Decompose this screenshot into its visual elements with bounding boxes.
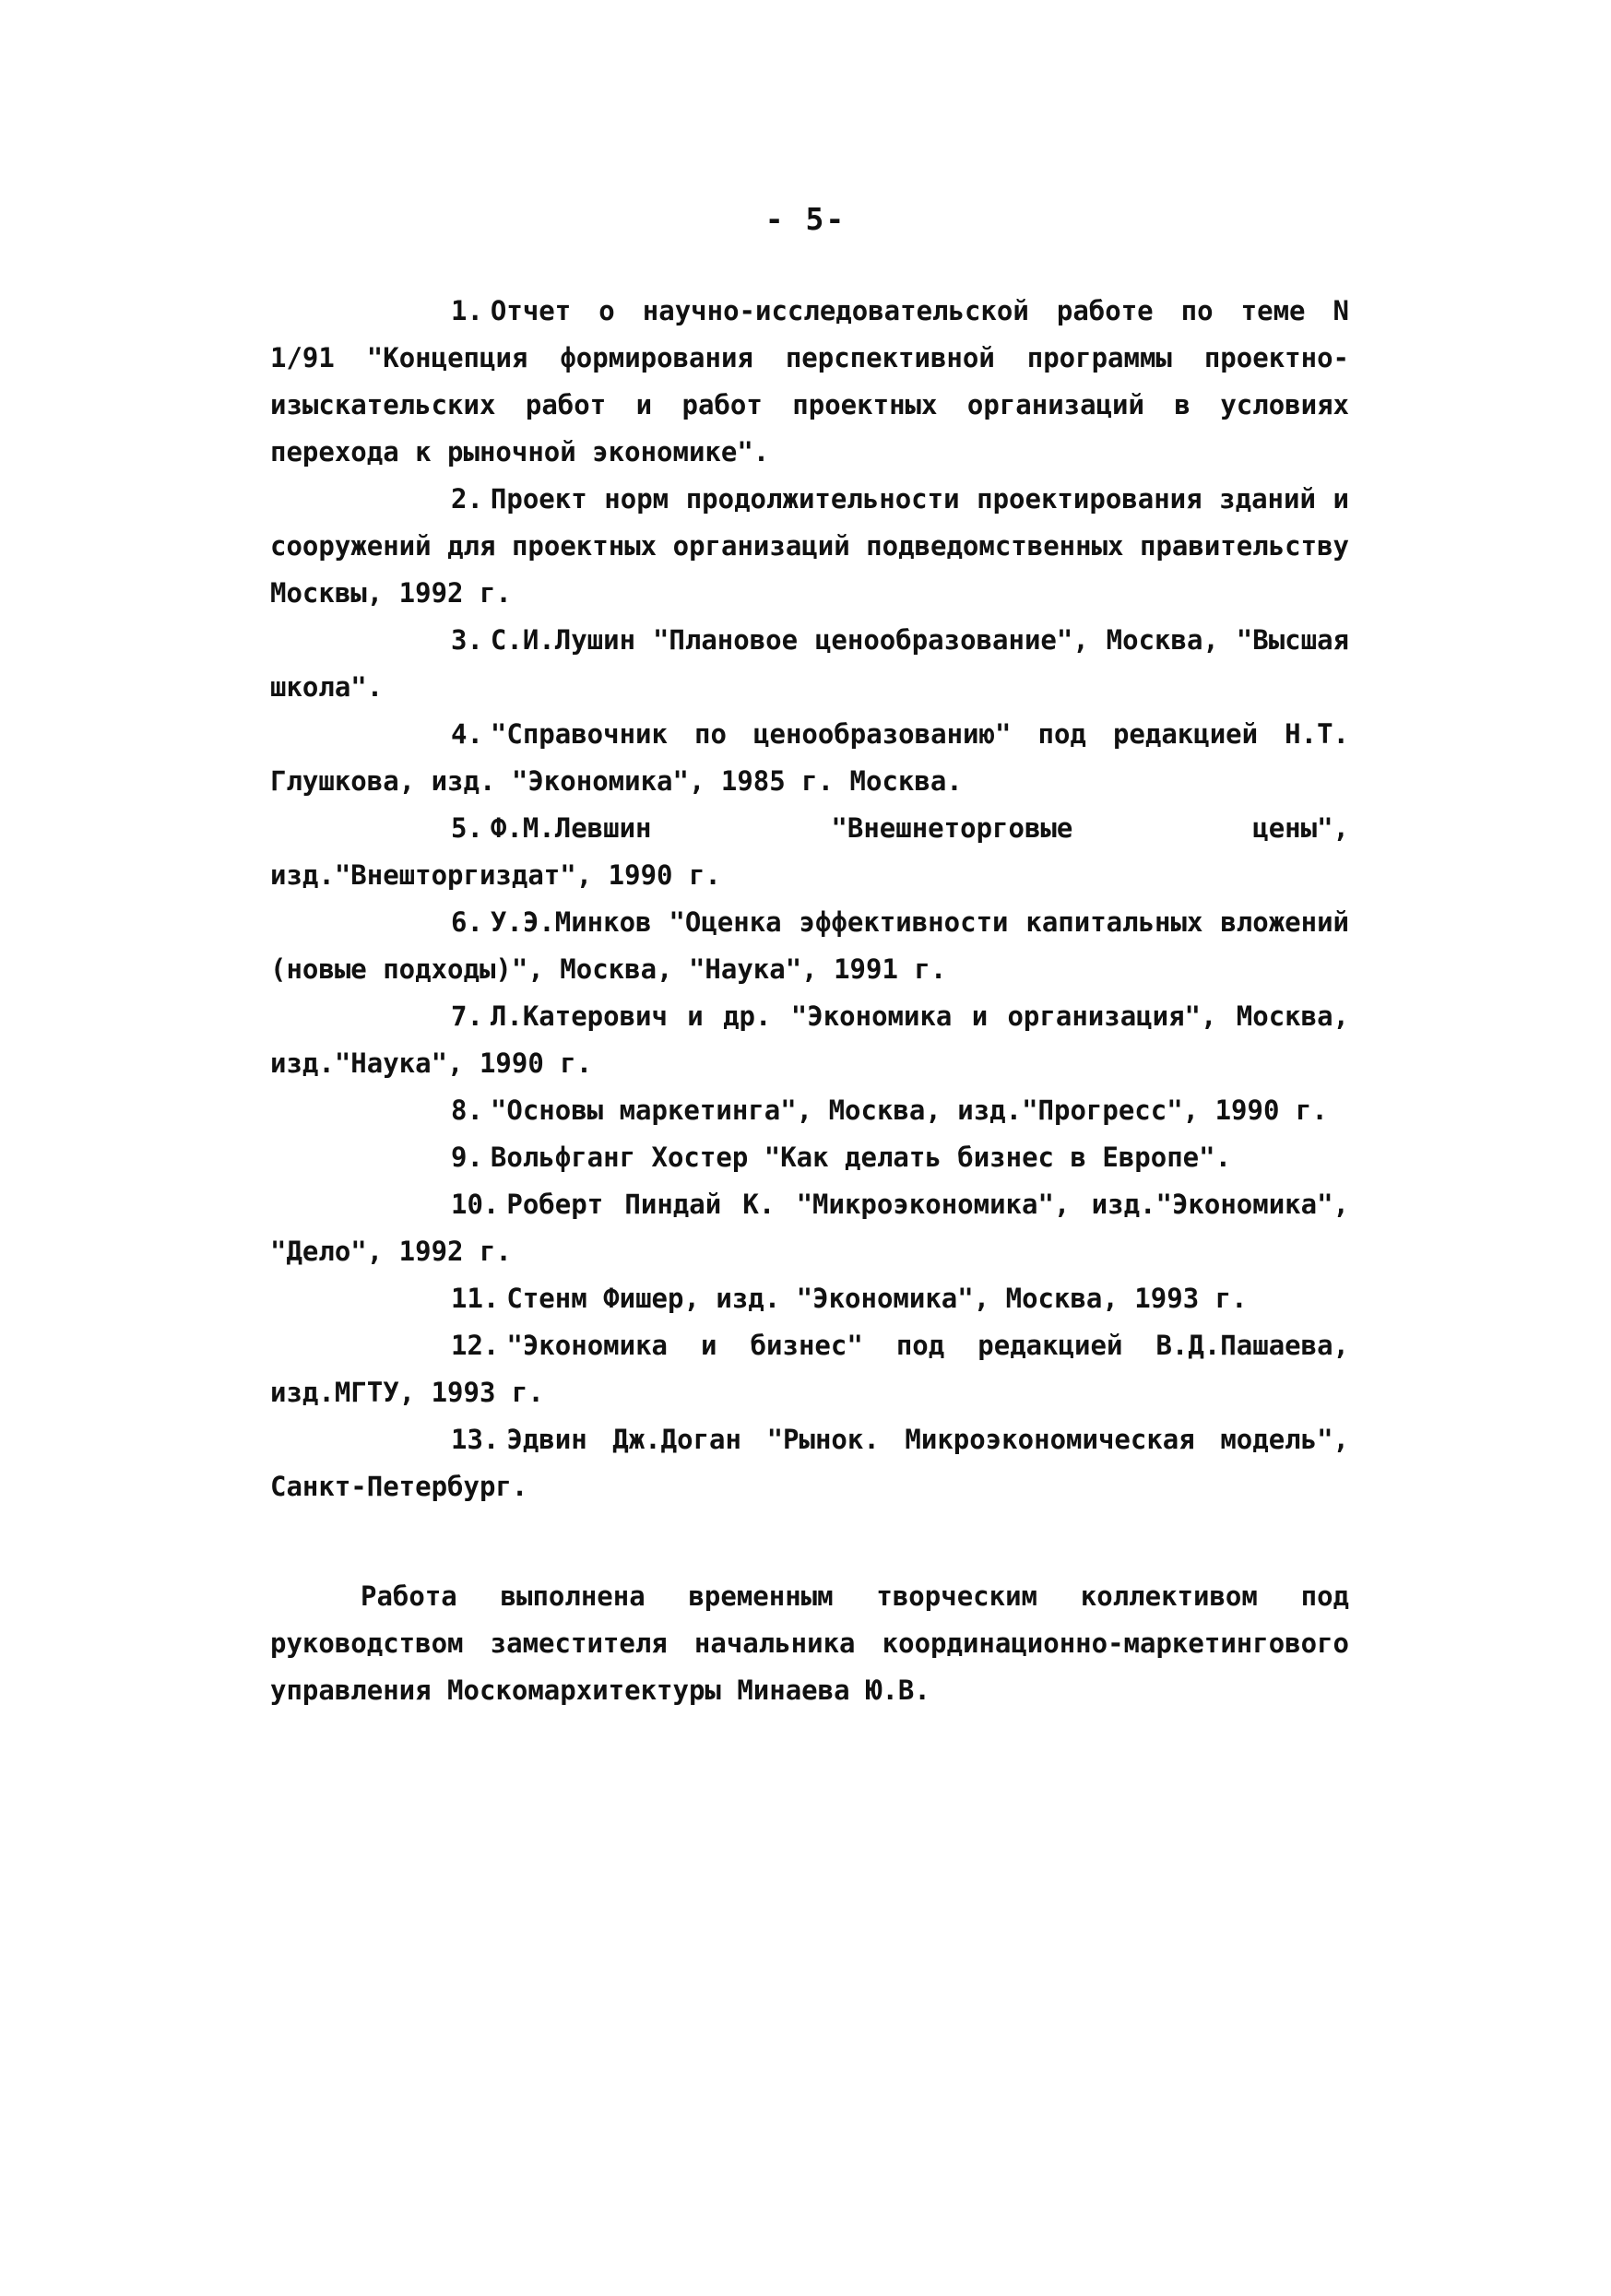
closing-paragraph: Работа выполнена временным творческим коллективом под руководством заместителя начальника координационно-маркетингового управления Москомархитектуры Минаева Ю.В. — [270, 1580, 1349, 1706]
reference-item — [270, 1134, 1349, 1181]
reference-number: 9. — [451, 1142, 483, 1173]
reference-item — [270, 1275, 1349, 1322]
reference-text: "Справочник по ценообразованию" под редакцией Н.Т. Глушкова, изд. "Экономика", 1985 г. Москва. — [270, 718, 1349, 797]
reference-item — [270, 805, 1349, 899]
reference-item — [270, 1087, 1349, 1134]
reference-text: Проект норм продолжительности проектирования зданий и сооружений для проектных организаций подведомственных правительству Москвы, 1992 г. — [270, 483, 1349, 609]
page-number: - 5- — [764, 201, 847, 237]
reference-item — [270, 1181, 1349, 1275]
reference-number: 5. — [451, 812, 483, 844]
reference-item — [270, 899, 1349, 993]
reference-number: 7. — [451, 1000, 483, 1032]
reference-number: 13. — [451, 1424, 500, 1455]
reference-number: 2. — [451, 483, 483, 515]
reference-text: "Экономика и бизнес" под редакцией В.Д.Пашаева, изд.МГТУ, 1993 г. — [270, 1330, 1349, 1408]
reference-item — [270, 288, 1349, 476]
reference-list — [270, 288, 1349, 1510]
reference-text: Л.Катерович и др. "Экономика и организация", Москва, изд."Наука", 1990 г. — [270, 1000, 1349, 1079]
reference-text: У.Э.Минков "Оценка эффективности капитальных вложений (новые подходы)", Москва, "Наука", 1991 г. — [270, 906, 1349, 985]
reference-number: 1. — [451, 295, 483, 326]
document-body — [270, 288, 1349, 1714]
reference-item — [270, 1416, 1349, 1510]
reference-number: 8. — [451, 1095, 483, 1126]
reference-item — [270, 993, 1349, 1087]
reference-text: Вольфганг Хостер "Как делать бизнес в Европе". — [490, 1142, 1232, 1173]
reference-text: Стенм Фишер, изд. "Экономика", Москва, 1993 г. — [506, 1283, 1248, 1314]
reference-number: 6. — [451, 906, 483, 938]
reference-number: 10. — [451, 1189, 500, 1220]
reference-item — [270, 617, 1349, 711]
reference-item — [270, 476, 1349, 617]
reference-text: "Основы маркетинга", Москва, изд."Прогресс", 1990 г. — [490, 1095, 1328, 1126]
reference-number: 4. — [451, 718, 483, 750]
reference-text: С.И.Лушин "Плановое ценообразование", Москва, "Высшая школа". — [270, 624, 1349, 703]
reference-item — [270, 711, 1349, 805]
reference-item — [270, 1322, 1349, 1416]
reference-text: Отчет о научно-исследовательской работе по теме N 1/91 "Концепция формирования перспективной программы проектно-изыскательских работ и работ проектных организаций в условиях перехода к рыночной экономике". — [270, 295, 1349, 467]
reference-text: Роберт Пиндай К. "Микроэкономика", изд."Экономика", "Дело", 1992 г. — [270, 1189, 1349, 1267]
reference-number: 3. — [451, 624, 483, 656]
reference-number: 12. — [451, 1330, 500, 1361]
reference-text: Ф.М.Левшин "Внешнеторговые цены", изд."Внешторгиздат", 1990 г. — [270, 812, 1349, 891]
reference-text: Эдвин Дж.Доган "Рынок. Микроэкономическая модель", Санкт-Петербург. — [270, 1424, 1349, 1502]
reference-number: 11. — [451, 1283, 500, 1314]
